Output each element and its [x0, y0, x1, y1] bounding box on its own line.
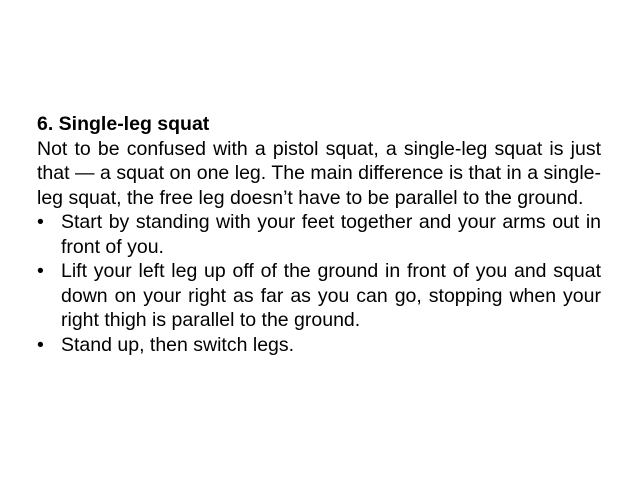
slide-content: [37, 112, 601, 357]
list-item: [37, 333, 601, 358]
list-item: [37, 259, 601, 333]
list-item-text: Lift your left leg up off of the ground in front of you and squat down on your right as far as you can go, stopping when your right thigh is parallel to the ground.: [61, 260, 601, 331]
section-heading: 6. Single-leg squat: [37, 113, 210, 135]
list-item-text: Stand up, then switch legs.: [61, 333, 295, 356]
bullet-icon: •: [37, 333, 44, 356]
list-item: [37, 210, 601, 259]
intro-paragraph: Not to be confused with a pistol squat, a single-leg squat is just that — a squat on one leg. The main difference is that in a single-leg squat, the free leg doesn’t have to be parallel to the ground.: [37, 137, 601, 209]
bullet-icon: •: [37, 211, 44, 233]
list-item-text: Start by standing with your feet together and your arms out in front of you.: [61, 211, 601, 258]
instruction-list: [37, 210, 601, 357]
bullet-icon: •: [37, 260, 44, 282]
